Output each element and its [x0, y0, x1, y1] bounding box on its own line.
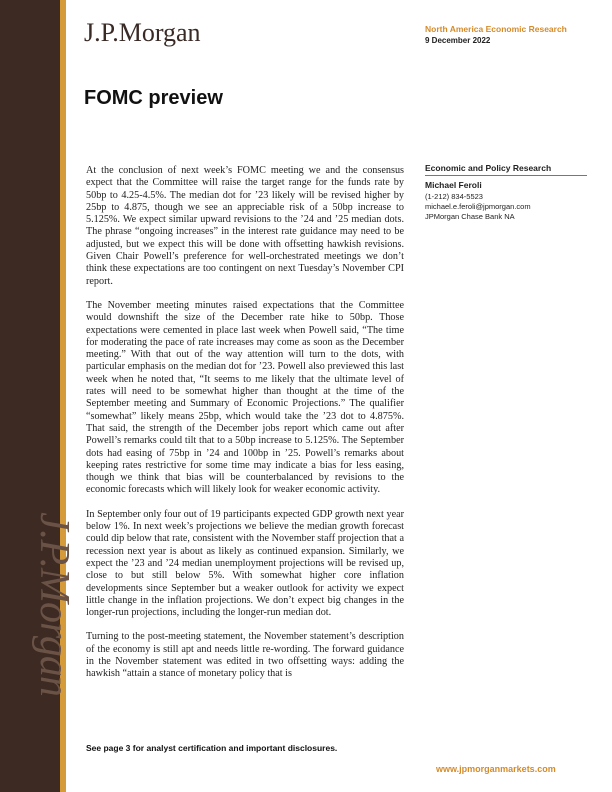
logo: J.P.Morgan: [84, 18, 201, 47]
publication-header: [425, 24, 567, 45]
disclosure-note: See page 3 for analyst certification and important disclosures.: [86, 743, 338, 753]
paragraph: In September only four out of 19 participants expected GDP growth next year below 1%. In next week’s projections we believe the median growth forecast could dip below that rate, consistent with the November staff projection that a recession next year is about as likely as continued expansion. Similarly, we expect the ’23 and ’24 median unemployment projections will be revised up, close to but still below 5%. With somewhat higher core inflation developments since September but a weaker outlook for activity we expect little change in the inflation projections. We don’t expect big changes in the longer-run projections, including the longer-run median dot.: [86, 508, 404, 619]
page-title: FOMC preview: [84, 87, 223, 109]
publication-title: North America Economic Research: [425, 24, 567, 34]
analyst-box: [425, 163, 587, 222]
paragraph: The November meeting minutes raised expectations that the Committee would downshift the size of the December rate hike to 50bp. Those expectations were cemented in place last week when Powell said, “The time for moderating the pace of rate increases may come as soon as the December meeting.” With that out of the way attention will turn to the dots, with particular emphasis on the median dot for ’23. Powell also previewed this last week when he noted that, “It seems to me likely that the ultimate level of rates will need to be somewhat higher than thought at the time of the September meeting and Summary of Economic Projections.” The qualifier “somewhat” likely means 25bp, which would take the ’23 dot to 4.875%. That said, the strength of the December jobs report which came out after Powell’s remarks could tilt that to a 50bp increase to 5.125%. The September dots had easing of 75bp in ’24 and 100bp in ’25. Powell’s remarks about keeping rates restrictive for some time may indicate a bias for less easing, though we think that bias will be counterbalanced by revisions to the economic forecasts which will likely look for weaker economic activity.: [86, 299, 404, 496]
paragraph: Turning to the post-meeting statement, the November statement’s description of the economy is still apt and needs little re-wording. The forward guidance in the November statement was edited in two offsetting ways: adding the hawkish “attain a stance of monetary policy that is: [86, 631, 404, 680]
article-body: [86, 165, 404, 693]
watermark-text: J.P.Morgan: [30, 512, 77, 696]
paragraph: At the conclusion of next week’s FOMC meeting we and the consensus expect that the Committee will raise the target range for the funds rate by 50bp to 4.25-4.5%. The median dot for ’23 likely will be revised higher by 25bp to 4.875, though we see an appreciable risk of a 50bp increase to 5.125%. We expect similar upward revisions to the ’24 and ’25 median dots. The phrase “ongoing increases” in the interest rate guidance may need to be adjusted, but we expect this will be done with offsetting hawkish revisions. Given Chair Powell’s preference for well-orchestrated meetings we don’t think these expectations are too contingent on next Tuesday’s November CPI report.: [86, 165, 404, 287]
analyst-phone: (1-212) 834-5523: [425, 192, 483, 201]
analyst-section-title: Economic and Policy Research: [425, 163, 587, 176]
footer-url-link[interactable]: www.jpmorganmarkets.com: [436, 764, 556, 774]
analyst-email-link[interactable]: michael.e.feroli@jpmorgan.com: [425, 202, 531, 211]
logo-watermark: [12, 512, 77, 696]
analyst-name: Michael Feroli: [425, 180, 482, 190]
analyst-company: JPMorgan Chase Bank NA: [425, 212, 515, 221]
publication-date: 9 December 2022: [425, 36, 491, 45]
